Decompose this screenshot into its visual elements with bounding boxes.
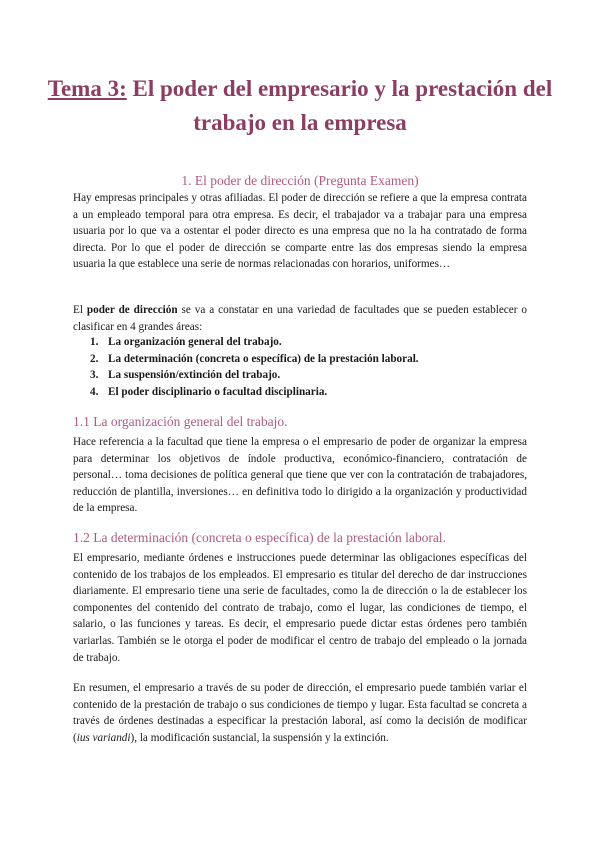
page-title bbox=[40, 72, 560, 140]
title-prefix: Tema 3: bbox=[47, 76, 127, 101]
section-1-2-heading: 1.2 La determinación (concreta o específica) de la prestación laboral. bbox=[73, 530, 446, 545]
section-1-paragraph-1: Hay empresas principales y otras afiliadas. El poder de dirección se refiere a que la empresa contrata a un empleado temporal para otra empresa. Es decir, el trabajador va a trabajar para una empresa usuaria por lo que va a ostentar el poder directo es una empresa que no la ha contratado de forma directa. Por lo que el poder de dirección se comparte entre las dos empresas siendo la empresa usuaria la que establece una serie de normas relacionadas con horarios, uniformes… bbox=[73, 192, 527, 271]
list-item: 1. La organización general del trabajo. bbox=[90, 336, 282, 348]
section-1-1-heading: 1.1 La organización general del trabajo. bbox=[73, 414, 288, 429]
bold-term: poder de dirección bbox=[86, 304, 178, 316]
list-item: 3. La suspensión/extinción del trabajo. bbox=[90, 369, 281, 382]
section-1-1-paragraph: Hace referencia a la facultad que tiene la empresa o el empresario de poder de organizar la empresa para determinar los objetivos de índole productiva, económico-financiero, contratación de personal… toma decisiones de política general que tiene que ver con la contratación de trabajadores, reducción de plantilla, inversiones… en definitiva todo lo dirigido a la organización y productividad de la empresa. bbox=[73, 436, 527, 515]
title-text: El poder del empresario y la prestación del trabajo en la empresa bbox=[126, 76, 553, 135]
section-1-heading: 1. El poder de dirección (Pregunta Examen) bbox=[181, 173, 419, 188]
section-1-2-paragraph-1: El empresario, mediante órdenes e instrucciones puede determinar las obligaciones específicas del contenido de los trabajos de los empleados. El empresario es titular del derecho de dar instrucciones diariamente. El empresario tiene una serie de facultades, como la de dirección o la de establecer los componentes del contenido del contrato de trabajo, como el lugar, las condiciones de tiempo, el salario, o las funciones y tareas. Es decir, el empresario puede dictar estas órdenes pero también variarlas. También se le otorga el poder de modificar el centro de trabajo del empleado o la jornada de trabajo. bbox=[73, 552, 527, 664]
list-item: 4. El poder disciplinario o facultad disciplinaria. bbox=[90, 385, 328, 398]
list-item: 2. La determinación (concreta o específica) de la prestación laboral. bbox=[90, 352, 419, 365]
areas-list bbox=[90, 334, 419, 400]
section-1-2-paragraph-2: En resumen, el empresario a través de su poder de dirección, el empresario puede también variar el contenido de la prestación de trabajo o sus condiciones de tiempo y lugar. Esta facultad se concreta a través de órdenes destinadas a especificar la prestación laboral, así como la decisión de modificar (ius variandi), la modificación sustancial, la suspensión y la extinción. bbox=[73, 682, 527, 744]
section-1-paragraph-2: El poder de dirección se va a constatar en una variedad de facultades que se pueden establecer o clasificar en 4 grandes áreas: bbox=[73, 304, 527, 333]
italic-term: ius variandi bbox=[76, 731, 131, 744]
